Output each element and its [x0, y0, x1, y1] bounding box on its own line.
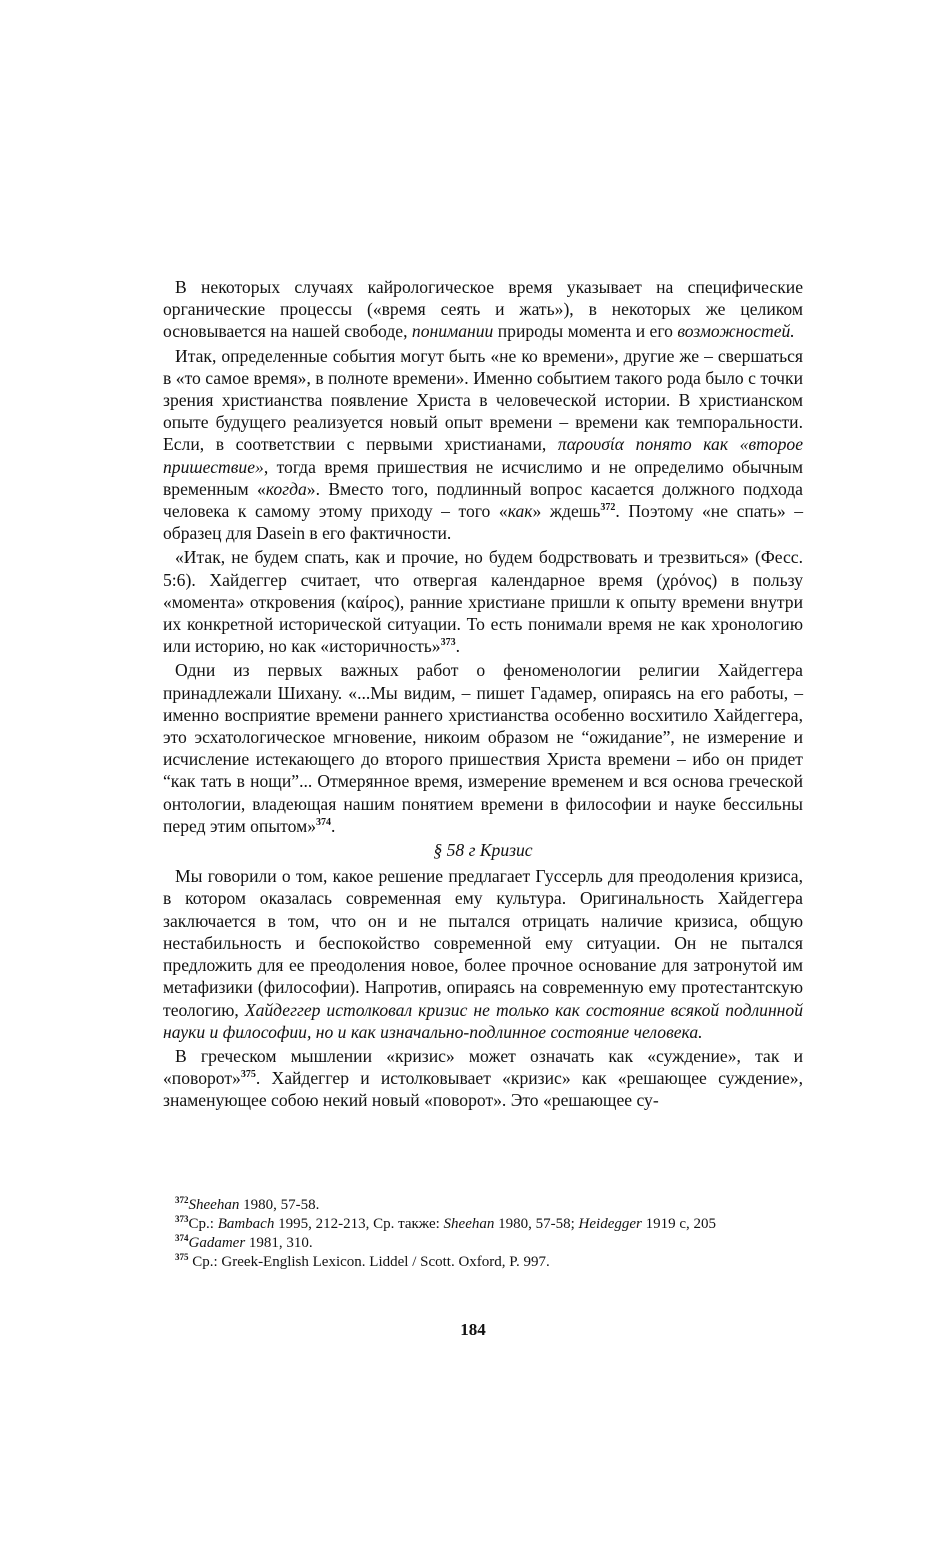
text-run: Мы говорили о том, какое решение предлагает Гуссерль для преодоления кризиса, в котором оказалась современная ему культура. Оригинальность Хайдеггера заключается в том, что он и не пытался отрицать наличие кризиса, общую нестабильность и беспокойство современной ему ситуации. Он не пытался предложить для ее преодоления новое, более прочное основание для затронутой им метафизики (философии). Напротив, опираясь на современную ему протестантскую теологию, [163, 866, 803, 1020]
text-run: В некоторых случаях кайрологическое время указывает на специфические органические процессы («время сеять и жать»), в некоторых же целиком основывается на нашей свободе, [163, 277, 803, 342]
text-run: ». Вместо того, подлинный вопрос касается должного подхода человека к самому этому приходу – того « [163, 478, 803, 522]
italic-text: понимании [411, 321, 494, 342]
italic-text: Хайдеггер истолковал кризис не только как состояние всякой подлинной науки и философии, но и как изначально-подлинное состояние человека. [163, 999, 803, 1042]
greek-word-chronos: χρόνος [662, 569, 712, 590]
italic-text: возможностей. [677, 321, 795, 342]
footnote-373 [163, 1215, 803, 1234]
footnote-number: 372 [175, 1195, 189, 1205]
paragraph-2 [163, 345, 803, 545]
footnote-ref-375[interactable]: 375 [240, 1069, 256, 1081]
footnote-375 [163, 1253, 803, 1272]
footnote-ref-372[interactable]: 372 [600, 502, 616, 514]
footnote-ref-373[interactable]: 373 [440, 637, 456, 649]
greek-word-parousia: παρουσία [557, 434, 625, 455]
italic-text: понято как «второе пришествие» [163, 434, 804, 477]
footnote-author: Bambach [217, 1216, 275, 1232]
text-run: » ждешь [532, 501, 601, 522]
text-run: Итак, определенные события могут быть «не ко времени», другие же – свершаться в «то самое время», в полноте времени». Именно событием такого рода было с точки зрения христианства появление Христа в человеческой истории. В христианском опыте будущего реализуется новый опыт времени – времени как темпоральности. Если, в соответствии с первыми христианами, [163, 345, 803, 455]
text-run: . Поэтому «не спать» – образец для Dasein в его фактичности. [163, 501, 804, 544]
footnote-text: Ср.: Greek-English Lexicon. Liddel / Scott. Oxford, P. 997. [192, 1254, 550, 1270]
footnote-number: 375 [175, 1252, 189, 1262]
paragraph-1 [163, 276, 803, 343]
section-heading: § 58 г Кризис [433, 840, 533, 861]
italic-text: как [507, 501, 533, 522]
footnotes [163, 1196, 803, 1272]
text-run: Одни из первых важных работ о феноменологии религии Хайдеггера принадлежали Шихану. «...Мы видим, – пишет Гадамер, опираясь на его работы, – именно восприятие времени раннего христианства особенно восхитило Хайдеггера, это эсхатологическое мгновение, никоим образом не “ожидание”, не измерение и исчисление истекающего до второго пришествия Христа времени – ибо он придет “как тать в нощи”... Отмерянное время, измерение временем и вся основа греческой онтологии, владеющая нашим понятием времени в философии и науке бессильны перед этим опытом» [163, 660, 803, 836]
greek-word-kairos: καίρος [346, 591, 394, 612]
footnote-text: 1980, 57-58; [494, 1216, 579, 1232]
paragraph-5 [163, 865, 803, 1043]
footnote-number: 373 [175, 1214, 189, 1224]
text-run: . [331, 815, 336, 836]
footnote-author: Heidegger [578, 1216, 642, 1232]
footnote-author: Sheehan [443, 1216, 495, 1232]
paragraph-4 [163, 659, 803, 837]
text-run: , тогда время пришествия не исчислимо и не определимо обычным временным « [163, 456, 803, 499]
paragraph-3 [163, 546, 803, 657]
text-run: . [455, 636, 460, 657]
text-run: «Итак, не будем спать, как и прочие, но будем бодрствовать и трезвиться» (Фесс. 5:6). Хайдеггер считает, что отвергая календарное время ( [163, 547, 803, 590]
text-run: природы момента и его [493, 321, 678, 342]
footnote-372 [163, 1196, 803, 1215]
text-run: ), ранние христиане пришли к опыту времени внутри их конкретной исторической ситуации. То есть понимали время не как хронологию или историю, но как «историчность» [163, 591, 803, 657]
text-run: ) в пользу «момента» откровения ( [163, 569, 804, 612]
footnote-text: 1981, 310. [245, 1235, 313, 1251]
text-run: . Хайдеггер и истолковывает «кризис» как «решающее суждение», знаменующее собою некий новый «поворот». Это «решающее су- [163, 1068, 803, 1111]
footnote-author: Sheehan [188, 1197, 240, 1213]
footnote-ref-374[interactable]: 374 [316, 817, 332, 829]
footnote-text: 1995, 212-213, Ср. также: [274, 1216, 444, 1232]
paragraph-6 [163, 1045, 803, 1112]
page-number: 184 [460, 1320, 486, 1339]
italic-text: когда [265, 478, 307, 499]
footnote-text: Ср.: [188, 1216, 218, 1232]
footnote-number: 374 [175, 1233, 189, 1243]
footnote-author: Gadamer [188, 1235, 246, 1251]
footnote-text: 1980, 57-58. [239, 1197, 320, 1213]
text-run: В греческом мышлении «кризис» может означать как «суждение», так и «поворот» [163, 1045, 803, 1089]
footnote-374 [163, 1234, 803, 1253]
main-text [163, 276, 803, 1114]
footnote-text: 1919 с, 205 [641, 1216, 717, 1232]
